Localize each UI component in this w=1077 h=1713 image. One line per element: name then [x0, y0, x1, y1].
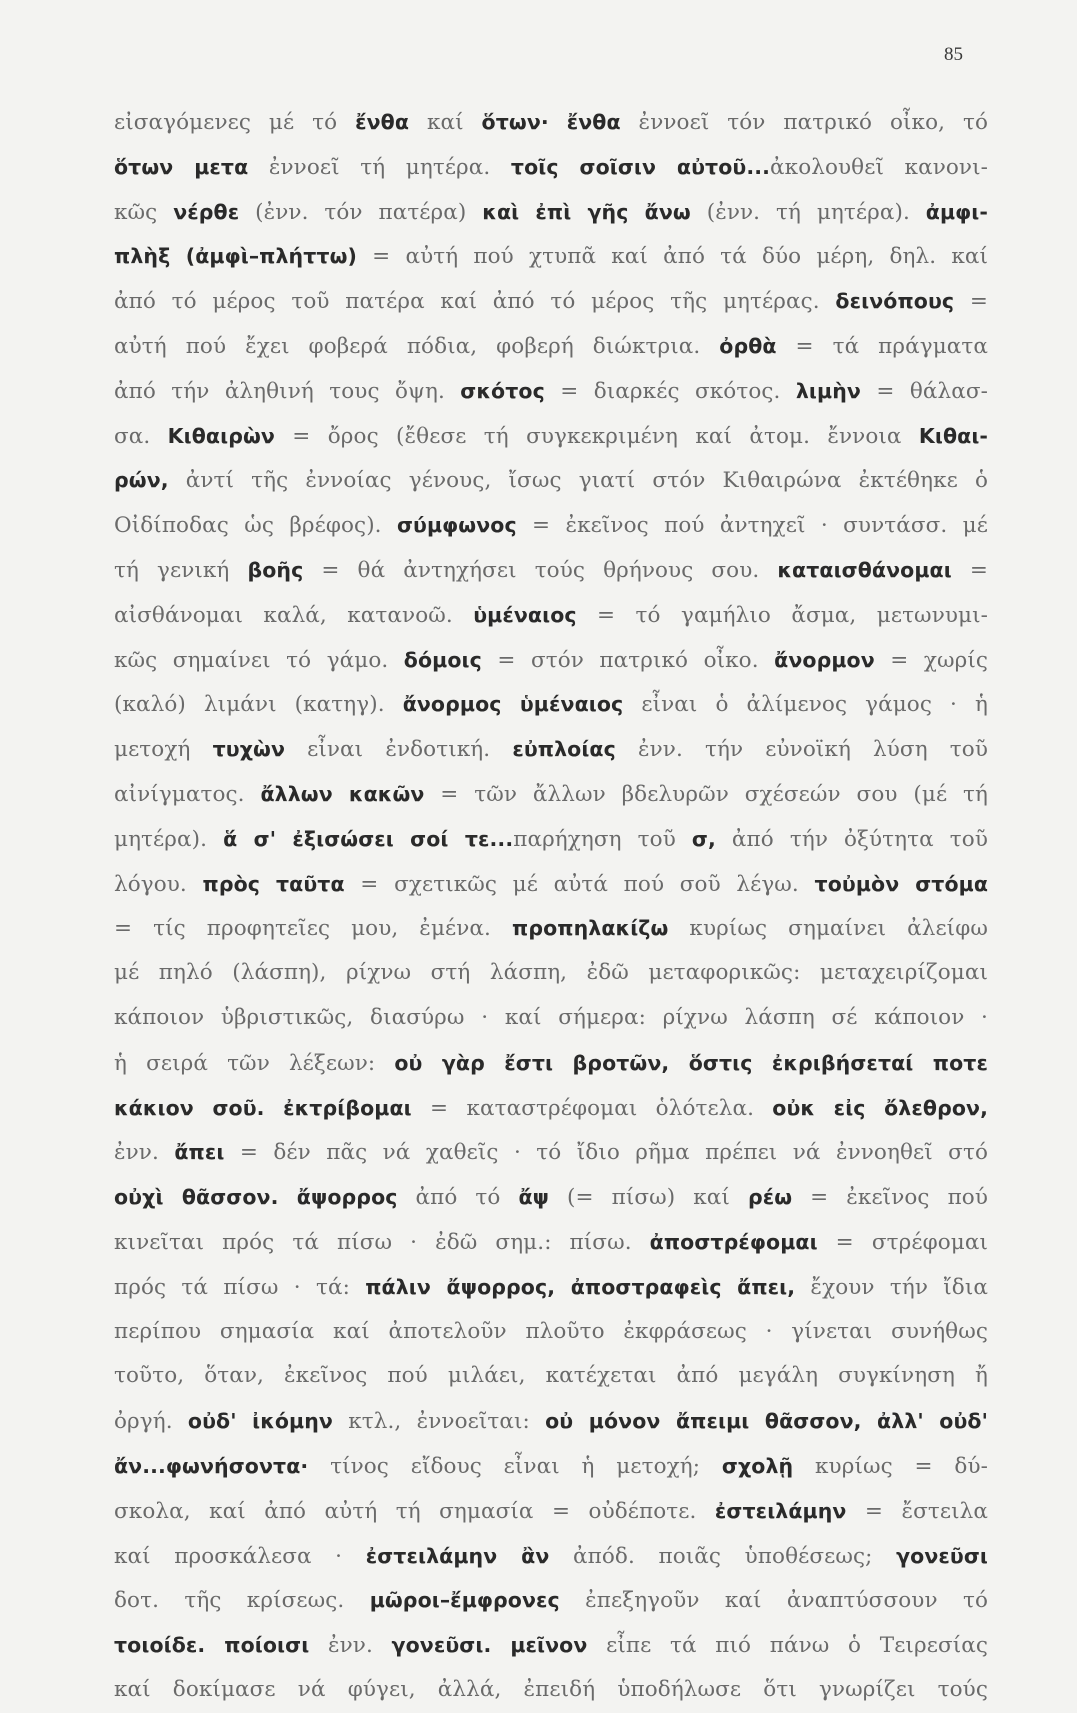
text-line — [114, 1175, 988, 1220]
gloss-text: κυρίως σημαίνει ἀλείφω — [668, 916, 989, 942]
text-line — [114, 1534, 988, 1579]
text-line — [114, 996, 988, 1041]
gloss-text: = ὄρος (ἔθεσε τή συγκεκριμένη καί ἀτομ. ἔννοια — [274, 423, 919, 449]
lemma-term: τυχὼν — [212, 737, 286, 762]
gloss-text: ἐπεξηγοῦν καί ἀναπτύσσουν τό — [559, 1588, 988, 1614]
lemma-term: μῶροι–ἔμφρονες — [369, 1588, 560, 1613]
lemma-term: βοῆς — [247, 557, 304, 582]
lemma-term: νέρθε — [173, 199, 240, 224]
gloss-text: = χωρίς — [874, 647, 989, 673]
lemma-term: σύμφωνος — [396, 513, 517, 538]
text-line — [114, 1310, 988, 1355]
lemma-term: πλὴξ (ἀμφὶ–πλήττω) — [114, 244, 358, 269]
lemma-term: δόμοις — [403, 647, 482, 672]
text-line — [114, 1399, 988, 1444]
text-line — [114, 1578, 988, 1623]
text-line — [114, 1444, 988, 1489]
gloss-text: κῶς — [114, 199, 174, 225]
lemma-term: πάλιν ἄψορρος, ἀποστραφεὶς ἄπει, — [365, 1274, 796, 1299]
gloss-text: κινεῖται πρός τά πίσω · ἐδῶ σημ.: πίσω. — [114, 1229, 650, 1255]
lemma-term: οὐδ' ἰκόμην — [187, 1409, 333, 1434]
gloss-text: Οἰδίποδας ὡς βρέφος). — [114, 513, 397, 539]
lemma-term: οὐ μόνον ἄπειμι θᾶσσον, ἀλλ' οὐδ' — [545, 1409, 988, 1434]
gloss-text: εἰσαγόμενες μέ τό — [114, 110, 356, 135]
gloss-text: = θά ἀντηχήσει τούς θρήνους σου. — [303, 557, 778, 583]
lemma-term: ρέω — [747, 1185, 793, 1210]
gloss-text: ἐνν. τήν εὐνοϊκή λύση τοῦ — [615, 737, 989, 763]
lemma-term: ἄψ — [518, 1185, 550, 1210]
lemma-term: ὀρθὰ — [719, 333, 777, 358]
gloss-text: κτλ., ἐννοεῖται: — [333, 1409, 546, 1435]
gloss-text: δοτ. τῆς κρίσεως. — [114, 1588, 370, 1614]
gloss-text: καί προσκάλεσα · — [114, 1543, 366, 1569]
lemma-term: ἔνθα — [566, 110, 621, 134]
gloss-text: αὐτή πού ἔχει φοβερά πόδια, φοβερή διώκτρια. — [114, 333, 720, 359]
gloss-text: (= πίσω) καί — [549, 1185, 748, 1211]
gloss-text: σκολα, καί ἀπό αὐτή τή σημασία = οὐδέποτε. — [114, 1498, 715, 1524]
text-line — [114, 369, 988, 414]
gloss-text: ὀργή. — [114, 1409, 188, 1435]
lemma-term: τοὐμὸν στόμα — [814, 871, 988, 896]
gloss-text: εἶναι ἐνδοτική. — [285, 737, 513, 763]
lemma-term: λιμὴν — [795, 378, 861, 403]
gloss-text: μέ πηλό (λάσπη), ρίχνω στή λάσπη, ἐδῶ μεταφορικῶς: μεταχειρίζομαι — [114, 960, 988, 986]
gloss-text: = — [954, 289, 988, 315]
gloss-text: = αὐτή πού χτυπᾶ καί ἀπό τά δύο μέρη, δηλ. καί — [357, 244, 989, 270]
gloss-text: ἐνν. — [309, 1633, 392, 1659]
gloss-text: ἔχουν τήν ἴδια — [795, 1274, 988, 1300]
text-line — [114, 1623, 988, 1668]
lemma-term: σκότος — [460, 378, 545, 403]
text-line — [114, 1489, 988, 1534]
lemma-term: ἄν...φωνήσοντα· — [114, 1453, 309, 1478]
gloss-text: ἀπόδ. ποιᾶς ὑποθέσεως; — [549, 1543, 897, 1569]
commentary-text — [114, 100, 988, 1713]
lemma-term: προπηλακίζω — [512, 916, 669, 941]
text-line — [114, 1130, 988, 1175]
gloss-text: καί — [409, 110, 482, 135]
lemma-term: ἅ σ' ἐξισώσει σοί τε... — [223, 826, 514, 851]
gloss-text: περίπου σημασία καί ἀποτελοῦν πλοῦτο ἐκφράσεως · γίνεται συνήθως — [114, 1318, 988, 1344]
text-line — [114, 862, 988, 907]
lemma-term: ἐστειλάμην ἂν — [365, 1543, 550, 1568]
text-line — [114, 1265, 988, 1310]
gloss-text: = ἐκεῖνος πού — [792, 1185, 989, 1211]
gloss-text: ἀπό τήν ὀξύτητα τοῦ — [715, 826, 988, 852]
gloss-text: = ἔστειλα — [846, 1498, 989, 1524]
text-line — [114, 638, 988, 683]
gloss-text: ἐννοεῖ τή μητέρα. — [248, 154, 511, 180]
text-line — [114, 951, 988, 996]
lemma-term: γονεῦσι. μεῖνον — [391, 1633, 588, 1658]
text-line — [114, 1354, 988, 1399]
lemma-term: ρών, — [114, 468, 169, 493]
lemma-term: γονεῦσι — [896, 1543, 989, 1568]
gloss-text: εἶπε τά πιό πάνω ὁ Τειρεσίας — [587, 1633, 989, 1659]
text-line — [114, 906, 988, 951]
lemma-term: ἔνθα — [355, 110, 410, 134]
text-line — [114, 1668, 988, 1713]
lemma-term: ἄπει — [174, 1140, 225, 1165]
gloss-text: αἰνίγματος. — [114, 781, 261, 807]
text-line — [114, 772, 988, 817]
gloss-text: = σχετικῶς μέ αὐτά πού σοῦ λέγω. — [344, 871, 815, 897]
text-line — [114, 234, 988, 279]
lemma-term: εὐπλοίας — [512, 737, 616, 762]
gloss-text: αἰσθάνομαι καλά, κατανοῶ. — [114, 602, 474, 628]
lemma-term: ὅτων· — [481, 110, 549, 134]
gloss-text — [549, 110, 567, 135]
page-number: 85 — [944, 44, 963, 65]
text-line — [114, 1086, 988, 1131]
gloss-text: = καταστρέφομαι ὁλότελα. — [411, 1095, 773, 1121]
gloss-text: ἀπό τήν ἀληθινή τους ὄψη. — [114, 378, 461, 404]
lemma-term: ἄνορμον — [774, 647, 875, 672]
gloss-text: κάποιον ὑβριστικῶς, διασύρω · καί σήμερα: ρίχνω λάσπη σέ κάποιον · — [114, 1004, 988, 1030]
text-line — [114, 727, 988, 772]
gloss-text: παρήχηση τοῦ — [513, 826, 692, 852]
gloss-text: = τίς προφητεῖες μου, ἐμένα. — [114, 916, 512, 942]
gloss-text: = δέν πᾶς νά χαθεῖς · τό ἴδιο ρῆμα πρέπει νά ἐννοηθεῖ στό — [224, 1140, 988, 1166]
gloss-text: ἀντί τῆς ἐννοίας γένους, ἴσως γιατί στόν Κιθαιρώνα ἐκτέθηκε ὁ — [168, 468, 988, 494]
text-line — [114, 593, 988, 638]
lemma-term: ἄλλων κακῶν — [260, 781, 425, 806]
gloss-text: = τῶν ἄλλων βδελυρῶν σχέσεών σου (μέ τή — [424, 781, 989, 807]
gloss-text: ἡ σειρά τῶν λέξεων: — [114, 1050, 395, 1076]
lemma-term: ἀμφι- — [925, 199, 988, 224]
lemma-term: ὅτων μετα — [114, 154, 249, 179]
lemma-term: ἐστειλάμην — [714, 1498, 847, 1523]
gloss-text: κῶς σημαίνει τό γάμο. — [114, 647, 404, 673]
gloss-text: λόγου. — [114, 871, 203, 897]
gloss-text: ἀκολουθεῖ κανονι- — [770, 154, 988, 180]
lemma-term: οὐ γὰρ ἔστι βροτῶν, ὅστις ἐκριβήσεταί ποτε — [394, 1050, 988, 1075]
gloss-text: τοῦτο, ὅταν, ἐκεῖνος πού μιλάει, κατέχεται ἀπό μεγάλη συγκίνηση ἤ — [114, 1363, 988, 1389]
gloss-text: = στρέφομαι — [817, 1229, 988, 1255]
lemma-term: δεινόπους — [835, 289, 955, 314]
gloss-text: ἐννοεῖ τόν πατρικό οἶκο, τό — [620, 110, 988, 135]
gloss-text: = στόν πατρικό οἶκο. — [481, 647, 775, 673]
lemma-term: πρὸς ταῦτα — [202, 871, 345, 896]
gloss-text: πρός τά πίσω · τά: — [114, 1274, 366, 1300]
lemma-term: σχολῇ — [721, 1453, 794, 1478]
lemma-term: ὑμέναιος — [473, 602, 577, 627]
text-line — [114, 1220, 988, 1265]
lemma-term: Κιθαιρὼν — [167, 423, 275, 448]
gloss-text: (καλό) λιμάνι (κατηγ). — [114, 692, 403, 718]
gloss-text: = τά πράγματα — [776, 333, 988, 359]
text-line — [114, 414, 988, 459]
lemma-term: καὶ ἐπὶ γῆς ἄνω — [482, 199, 691, 224]
text-line — [114, 503, 988, 548]
lemma-term: σ, — [691, 826, 716, 851]
gloss-text: (ἐνν. τόν πατέρα) — [239, 199, 483, 225]
gloss-text: ἀπό τό μέρος τοῦ πατέρα καί ἀπό τό μέρος τῆς μητέρας. — [114, 289, 836, 315]
lemma-term: τοῖς σοῖσιν αὐτοῦ... — [510, 154, 771, 179]
lemma-term: τοιοίδε. ποίοισι — [114, 1633, 310, 1658]
gloss-text: μετοχή — [114, 737, 213, 763]
gloss-text: καί δοκίμασε νά φύγει, ἀλλά, ἐπειδή ὑποδήλωσε ὅτι γνωρίζει τούς — [114, 1676, 988, 1702]
gloss-text: = τό γαμήλιο ἄσμα, μετωνυμι- — [576, 602, 988, 628]
gloss-text: ἀπό τό — [397, 1185, 519, 1211]
lemma-term: κάκιον σοῦ. ἐκτρίβομαι — [114, 1095, 412, 1120]
lemma-term: ἀποστρέφομαι — [649, 1229, 818, 1254]
gloss-text: = διαρκές σκότος. — [544, 378, 796, 404]
lemma-term: οὐχὶ θᾶσσον. ἄψορρος — [114, 1185, 398, 1210]
text-line — [114, 279, 988, 324]
text-line — [114, 190, 988, 235]
gloss-text: (ἐνν. τή μητέρα). — [690, 199, 926, 225]
lemma-term: καταισθάνομαι — [777, 557, 952, 582]
lemma-term: Κιθαι- — [918, 423, 989, 448]
text-line — [114, 324, 988, 369]
text-line — [114, 682, 988, 727]
text-line — [114, 817, 988, 862]
text-line — [114, 100, 988, 145]
text-line — [114, 548, 988, 593]
gloss-text: ἐνν. — [114, 1140, 175, 1166]
lemma-term: οὐκ εἰς ὄλεθρον, — [772, 1095, 988, 1120]
gloss-text: = — [951, 557, 988, 583]
lemma-term: ἄνορμος ὑμέναιος — [402, 692, 624, 717]
gloss-text: κυρίως = δύ- — [793, 1453, 988, 1479]
gloss-text: σα. — [114, 423, 168, 449]
gloss-text: = θάλασ- — [860, 378, 988, 404]
gloss-text: μητέρα). — [114, 826, 224, 852]
text-line — [114, 1041, 988, 1086]
gloss-text: τή γενική — [114, 557, 248, 583]
gloss-text: τίνος εἴδους εἶναι ἡ μετοχή; — [308, 1453, 722, 1479]
gloss-text: εἶναι ὁ ἀλίμενος γάμος · ἡ — [623, 692, 988, 718]
gloss-text: = ἐκεῖνος πού ἀντηχεῖ · συντάσσ. μέ — [516, 513, 988, 539]
text-line — [114, 458, 988, 503]
text-line — [114, 145, 988, 190]
